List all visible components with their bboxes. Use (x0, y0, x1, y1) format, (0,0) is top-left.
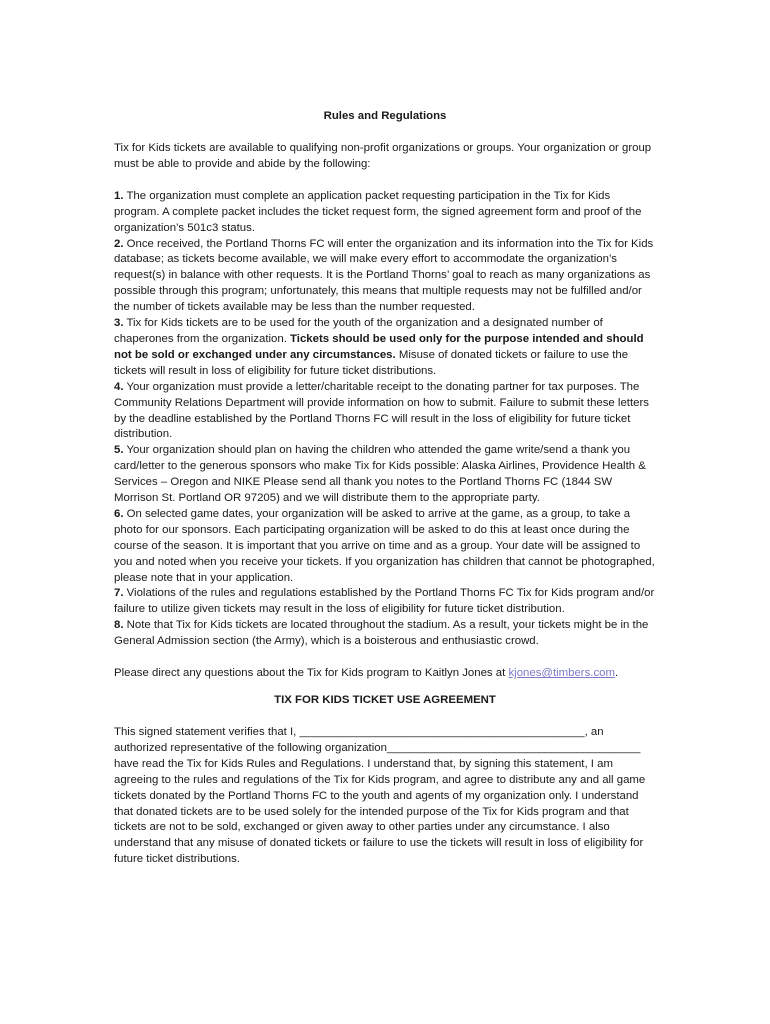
rule-text: The organization must complete an application packet requesting participation in the Tix for Kids program. A complete packet includes the ticket request form, the signed agreement form and proof of the organization’s 501c3 status. (114, 189, 642, 234)
rule-text: Your organization must provide a letter/charitable receipt to the donating partner for tax purposes. The Community Relations Department will provide information on how to submit. Failure to submit these letters by the deadline established by the Portland Thorns FC will result in the loss of eligibility for future ticket distribution. (114, 380, 649, 441)
rule-emphasis: Tickets should be used only for the purpose intended and should not be sold or exchanged under any circumstances. (114, 332, 644, 361)
contact-end: . (614, 667, 619, 680)
contact-text: Please direct any questions about the Tix for Kids program to Kaitlyn Jones at (114, 667, 509, 680)
rule-text: Violations of the rules and regulations established by the Portland Thorns FC Tix for Kids program and/or failure to utilize given tickets may result in the loss of eligibility for future ticket distribution. (114, 587, 655, 616)
rule-text: Note that Tix for Kids tickets are located throughout the stadium. As a result, your tickets might be in the General Admission section (the Army), which is a boisterous and enthusiastic crowd. (114, 619, 649, 648)
rule-number: 6. (114, 507, 124, 520)
page-title: Rules and Regulations (323, 110, 447, 122)
rule-text: Your organization should plan on having the children who attended the game write/send a thank you card/letter to the generous sponsors who make Tix for Kids possible: Alaska Airlines, Providence Health & Services – Oregon and NIKE Please send all thank you notes to the Portland Thorns FC (1844 SW Morrison St. Portland OR 97205) and we will distribute them to the appropriate party. (114, 444, 646, 505)
rule-text: Once received, the Portland Thorns FC will enter the organization and its information into the Tix for Kids database; as tickets become available, we will make every effort to accommodate the organization’s request(s) in balance with other requests. It is the Portland Thorns’ goal to reach as many organizations as possible through this program; unfortunately, this means that multiple requests may not be fulfilled and/or the number of tickets available may be less than the number requested. (114, 237, 654, 314)
email-link[interactable]: kjones@timbers.com (508, 667, 615, 680)
rule-text: On selected game dates, your organization will be asked to arrive at the game, as a group, to take a photo for our sponsors. Each participating organization will be asked to do this at least once during the course of the season. It is important that you arrive on time and as a group. Your date will be assigned to you and noted when you receive your tickets. If you organization has children that cannot be photographed, please note that in your application. (114, 507, 655, 584)
rule-number: 7. (114, 587, 124, 600)
rule-1 (114, 189, 656, 237)
agreement-title: TIX FOR KIDS TICKET USE AGREEMENT (274, 694, 496, 706)
rule-text: Tix for Kids tickets are to be used for the youth of the organization and a designated number of chaperones from the organization. (114, 317, 603, 345)
body-text (114, 141, 656, 682)
rule-2 (114, 237, 656, 317)
agreement-paragraph: This signed statement verifies that I, _____________________________________________, an authorized representative of the following organization________________________________________ have read the Tix for Kids Rules and Regulations. I understand that, by signing this statement, I am agreeing to the rules and regulations of the Tix for Kids program, and agree to distribute any and all game tickets donated by the Portland Thorns FC to the youth and agents of my organization only. I understand that donated tickets are to be used solely for the intended purpose of the Tix for Kids program and that tickets are not to be sold, exchanged or given away to other parties under any circumstance. I also understand that any misuse of donated tickets or failure to use the tickets will result in loss of eligibility for future ticket distributions. (114, 726, 646, 866)
rule-3 (114, 316, 656, 380)
rule-5 (114, 443, 656, 507)
rule-number: 1. (114, 189, 124, 202)
rule-number: 8. (114, 619, 124, 632)
rule-6 (114, 507, 656, 587)
agreement-text (114, 725, 656, 868)
rule-number: 5. (114, 444, 124, 457)
intro-paragraph: Tix for Kids tickets are available to qualifying non-profit organizations or groups. Your organization or group must be able to provide and abide by the following: (114, 142, 652, 170)
rule-text: Misuse of donated tickets or failure to use the tickets will result in loss of eligibility for future ticket distributions. (114, 348, 629, 377)
rule-4 (114, 380, 656, 444)
rule-number: 2. (114, 237, 124, 250)
contact-paragraph (114, 666, 656, 682)
rule-7 (114, 586, 656, 618)
rule-number: 3. (114, 317, 124, 330)
rule-number: 4. (114, 380, 124, 393)
rule-8 (114, 618, 656, 650)
